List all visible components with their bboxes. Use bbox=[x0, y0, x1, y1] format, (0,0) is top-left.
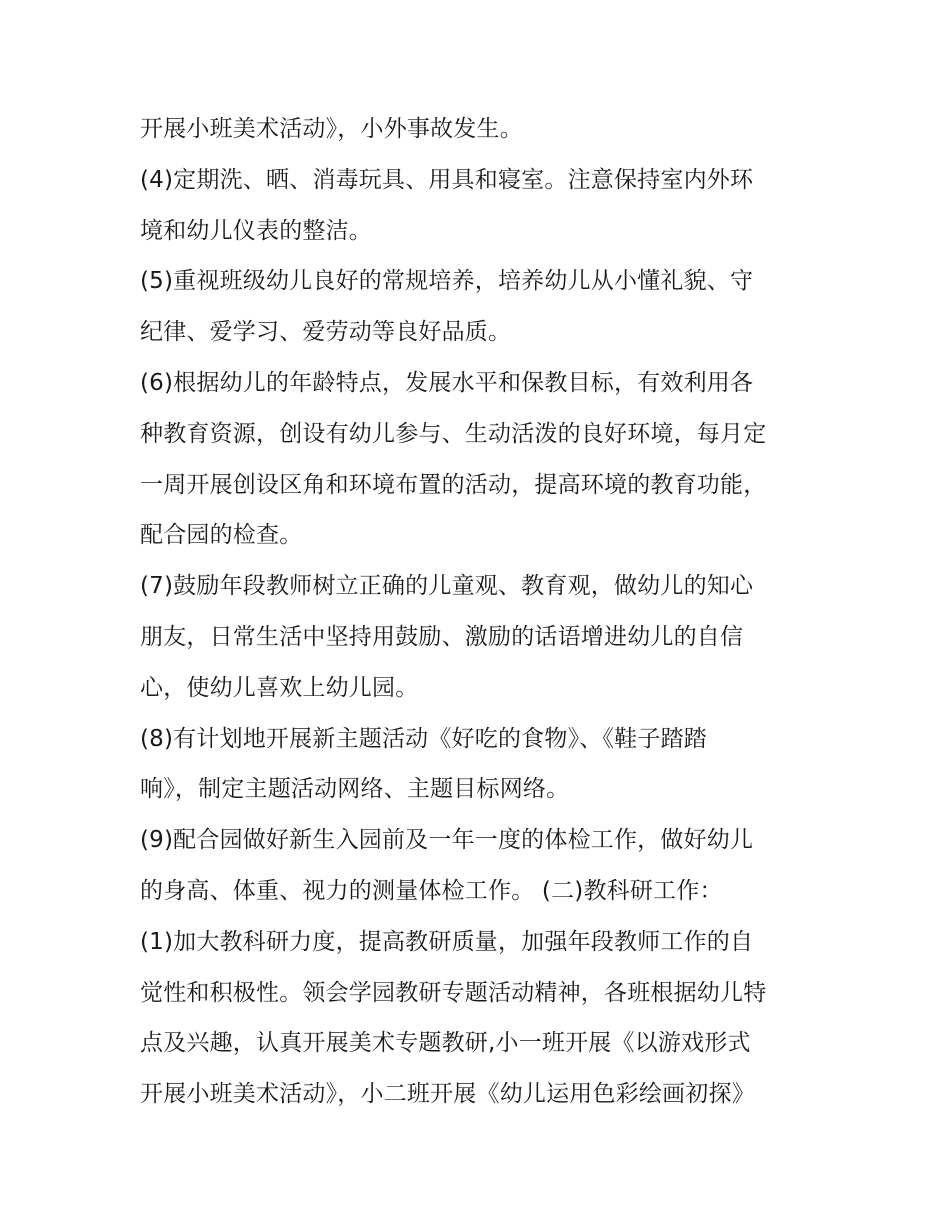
text-line: (9)配合园做好新生入园前及一年一度的体检工作，做好幼儿 bbox=[140, 827, 754, 854]
document-body bbox=[140, 104, 820, 1120]
text-line: 开展小班美术活动》，小二班开展《幼儿运用色彩绘画初探》 bbox=[140, 1081, 755, 1108]
text-line: 一周开展创设区角和环境布置的活动，提高环境的教育功能， bbox=[140, 471, 767, 498]
text-line: 配合园的检查。 bbox=[140, 522, 303, 549]
text-line: (8)有计划地开展新主题活动《好吃的食物》、《鞋子踏踏 bbox=[140, 725, 707, 752]
text-line: 种教育资源，创设有幼儿参与、生动活泼的良好环境，每月定 bbox=[140, 420, 767, 447]
text-line: 朋友，日常生活中坚持用鼓励、激励的话语增进幼儿的自信 bbox=[140, 623, 744, 650]
text-line: (1)加大教科研力度，提高教研质量，加强年段教师工作的自 bbox=[140, 928, 754, 955]
text-line: 心，使幼儿喜欢上幼儿园。 bbox=[140, 674, 419, 701]
text-line: 觉性和积极性。领会学园教研专题活动精神，各班根据幼儿特 bbox=[140, 979, 767, 1006]
text-line: (7)鼓励年段教师树立正确的儿童观、教育观，做幼儿的知心 bbox=[140, 573, 754, 600]
text-line: 响》，制定主题活动网络、主题目标网络。 bbox=[140, 776, 570, 803]
text-line: 境和幼儿仪表的整洁。 bbox=[140, 217, 372, 244]
text-line: (5)重视班级幼儿良好的常规培养，培养幼儿从小懂礼貌、守 bbox=[140, 268, 754, 295]
text-line: 点及兴趣，认真开展美术专题教研,小一班开展《以游戏形式 bbox=[140, 1030, 751, 1057]
text-line: (4)定期洗、晒、消毒玩具、用具和寝室。注意保持室内外环 bbox=[140, 166, 754, 193]
text-line: (6)根据幼儿的年龄特点，发展水平和保教目标，有效利用各 bbox=[140, 369, 754, 396]
text-line: 的身高、体重、视力的测量体检工作。 (二)教科研工作： bbox=[140, 877, 723, 904]
text-line: 开展小班美术活动》，小外事故发生。 bbox=[140, 116, 523, 142]
text-line: 纪律、爱学习、爱劳动等良好品质。 bbox=[140, 319, 512, 346]
